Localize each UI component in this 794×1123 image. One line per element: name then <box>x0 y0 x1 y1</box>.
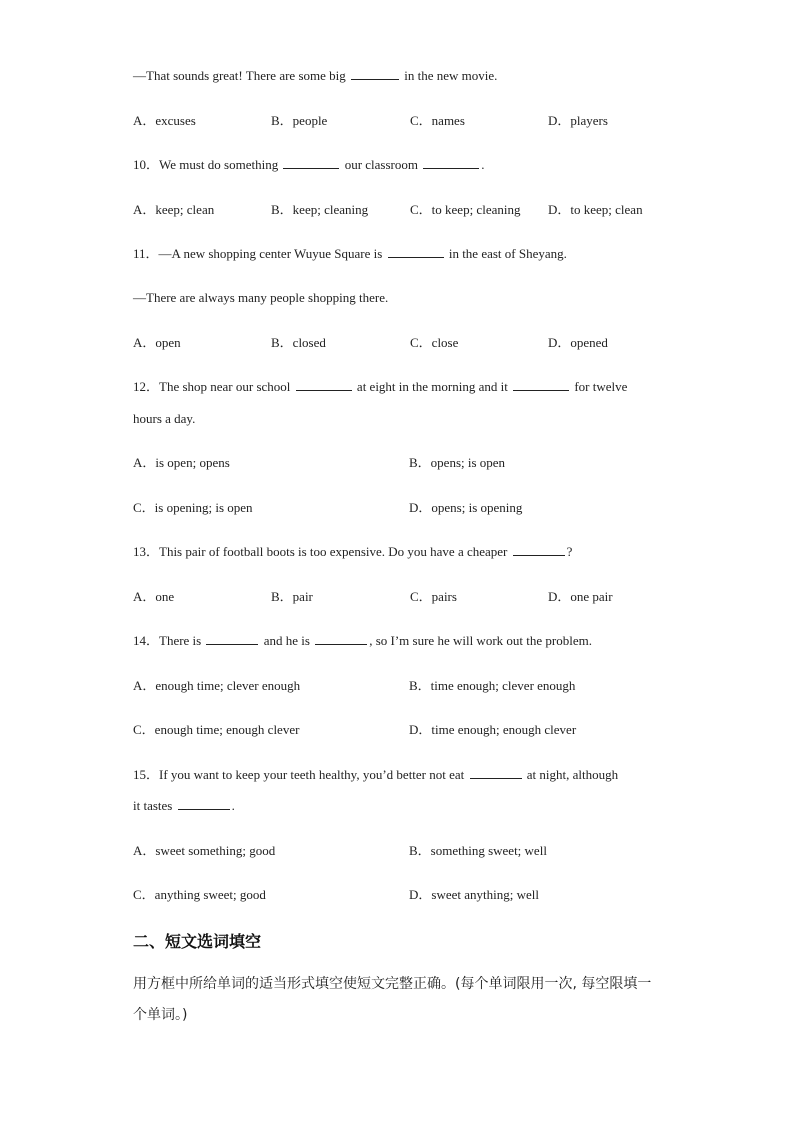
q10-options <box>133 201 673 219</box>
option-d[interactable]: D．players <box>548 113 608 128</box>
option-d[interactable]: D．sweet anything; well <box>409 887 539 902</box>
option-b[interactable]: B．opens; is open <box>409 455 506 470</box>
option-a[interactable]: A．enough time; clever enough <box>133 678 301 693</box>
option-a[interactable]: A．excuses <box>133 113 196 128</box>
option-c[interactable]: C．anything sweet; good <box>133 887 266 902</box>
q12-stem-continued: hours a day. <box>133 411 196 426</box>
option-a[interactable]: A．keep; clean <box>133 202 215 217</box>
option-c[interactable]: C．is opening; is open <box>133 500 253 515</box>
answer-blank[interactable] <box>351 67 399 80</box>
answer-blank[interactable] <box>513 543 565 556</box>
option-b[interactable]: B．pair <box>271 589 313 604</box>
q13-options <box>133 588 673 606</box>
option-c[interactable]: C．close <box>410 335 459 350</box>
section-heading: 二、短文选词填空 <box>133 932 262 951</box>
answer-blank[interactable] <box>178 797 230 810</box>
answer-blank[interactable] <box>283 156 339 169</box>
section-instruction-continued: 个单词。) <box>133 1007 188 1023</box>
option-c[interactable]: C．to keep; cleaning <box>410 202 521 217</box>
q12-options-row2 <box>133 499 673 517</box>
q15-options-row2 <box>133 886 673 904</box>
answer-blank[interactable] <box>206 632 258 645</box>
q13-stem: 13．This pair of football boots is too expensive. Do you have a cheaper ? <box>133 544 573 559</box>
option-d[interactable]: D．time enough; enough clever <box>409 722 577 737</box>
option-c[interactable]: C．pairs <box>410 589 457 604</box>
answer-blank[interactable] <box>423 156 479 169</box>
q15-stem-continued: it tastes . <box>133 798 235 813</box>
option-d[interactable]: D．opens; is opening <box>409 500 523 515</box>
option-c[interactable]: C．names <box>410 113 465 128</box>
option-d[interactable]: D．opened <box>548 335 608 350</box>
option-b[interactable]: B．time enough; clever enough <box>409 678 576 693</box>
q11-reply: —There are always many people shopping there. <box>133 290 389 305</box>
option-c[interactable]: C．enough time; enough clever <box>133 722 300 737</box>
q14-stem: 14．There is and he is , so I’m sure he will work out the problem. <box>133 633 592 648</box>
q14-options-row1 <box>133 677 673 695</box>
q15-stem: 15．If you want to keep your teeth healthy, you’d better not eat at night, although <box>133 767 619 782</box>
option-b[interactable]: B．something sweet; well <box>409 843 547 858</box>
option-b[interactable]: B．keep; cleaning <box>271 202 369 217</box>
answer-blank[interactable] <box>388 245 444 258</box>
option-d[interactable]: D．to keep; clean <box>548 202 643 217</box>
option-d[interactable]: D．one pair <box>548 589 613 604</box>
q12-stem: 12．The shop near our school at eight in the morning and it for twelve <box>133 379 628 394</box>
q14-options-row2 <box>133 721 673 739</box>
q15-options-row1 <box>133 842 673 860</box>
q9-options <box>133 112 673 130</box>
q12-options-row1 <box>133 454 673 472</box>
answer-blank[interactable] <box>296 378 352 391</box>
q10-stem: 10．We must do something our classroom . <box>133 157 485 172</box>
answer-blank[interactable] <box>315 632 367 645</box>
section-instruction: 用方框中所给单词的适当形式填空使短文完整正确。(每个单词限用一次, 每空限填一 <box>133 976 652 992</box>
q9-stem: —That sounds great! There are some big in the new movie. <box>133 68 498 83</box>
option-b[interactable]: B．people <box>271 113 328 128</box>
option-b[interactable]: B．closed <box>271 335 326 350</box>
option-a[interactable]: A．sweet something; good <box>133 843 276 858</box>
q11-options <box>133 334 673 352</box>
answer-blank[interactable] <box>513 378 569 391</box>
option-a[interactable]: A．is open; opens <box>133 455 230 470</box>
q11-stem: 11．—A new shopping center Wuyue Square is in the east of Sheyang. <box>133 246 567 261</box>
answer-blank[interactable] <box>470 766 522 779</box>
option-a[interactable]: A．open <box>133 335 181 350</box>
option-a[interactable]: A．one <box>133 589 175 604</box>
